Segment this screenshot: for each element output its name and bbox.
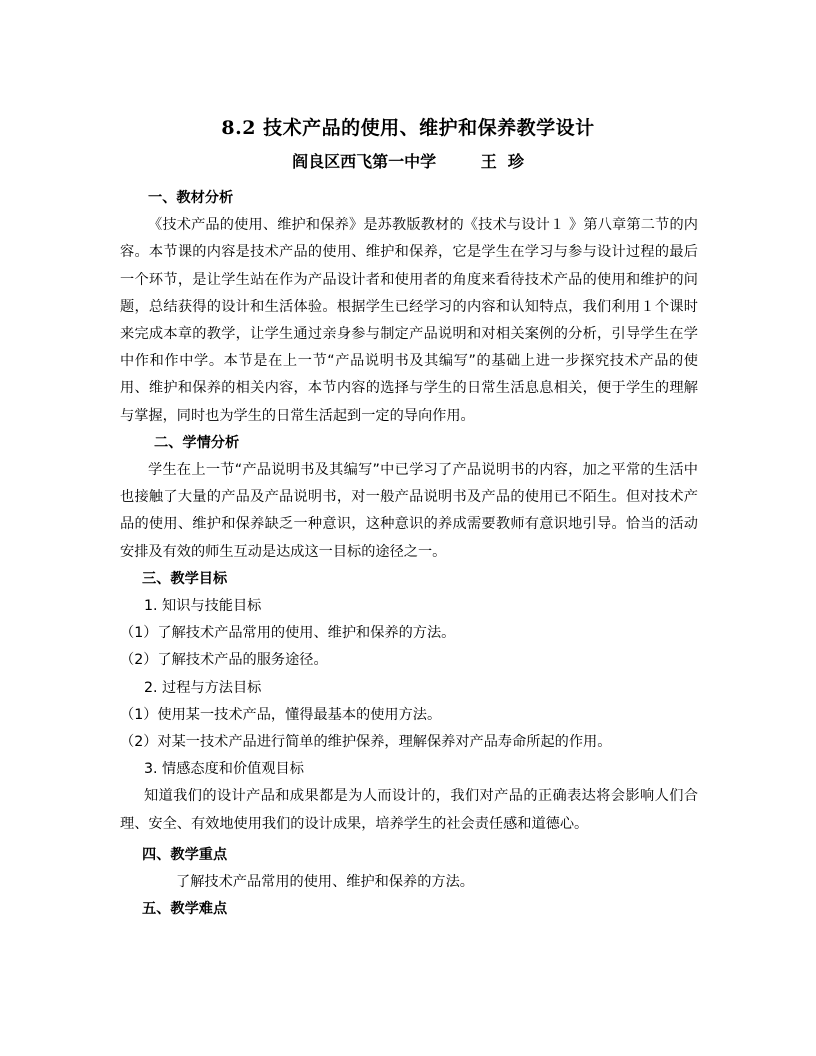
section-heading-difficulties: 五、教学难点 <box>142 901 228 918</box>
document-title: 8.2 技术产品的使用、维护和保养教学设计 <box>221 117 595 139</box>
section-heading-textbook: 一、教材分析 <box>148 190 234 206</box>
objective-item: （2）了解技术产品的服务途径。 <box>120 652 328 669</box>
objective-process: 2. 过程与方法目标 <box>144 679 262 696</box>
paragraph-emotion-objective: 知道我们的设计产品和成果都是为人而设计的，我们对产品的正确表达将会影响人们合理、安全、有效地使用我们的设计成果，培养学生的社会责任感和道德心。 <box>120 788 698 832</box>
objective-emotion: 3. 情感态度和价值观目标 <box>144 761 304 778</box>
paragraph-textbook-analysis: 《技术产品的使用、维护和保养》是苏教版教材的《技术与设计１ 》第八章第二节的内容。本节课的内容是技术产品的使用、维护和保养，它是学生在学习与参与设计过程的最后一个环节，是让学生站在作为产品设计者和使用者的角度来看待技术产品的使用和维护的问题，总结获得的设计和生活体验。根据学生已经学习的内容和认知特点，我们利用１个课时来完成本章的教学，让学生通过亲身参与制定产品说明和对相关案例的分析，引导学生在学中作和作中学。本节是在上一节“产品说明书及其编写”的基础上进一步探究技术产品的使用、维护和保养的相关内容，本节内容的选择与学生的日常生活息息相关，便于学生的理解与掌握，同时也为学生的日常生活起到一定的导向作用。 <box>120 217 698 424</box>
objective-knowledge: 1. 知识与技能目标 <box>144 598 262 615</box>
section-heading-students: 二、学情分析 <box>154 434 240 451</box>
objective-item: （2）对某一技术产品进行简单的维护保养，理解保养对产品寿命所起的作用。 <box>120 734 612 751</box>
document-body <box>120 185 698 923</box>
objective-item: （1）了解技术产品常用的使用、维护和保养的方法。 <box>120 625 456 642</box>
paragraph-student-analysis: 学生在上一节“产品说明书及其编写”中已学习了产品说明书的内容，加之平常的生活中也接触了大量的产品及产品说明书，对一般产品说明书及产品的使用已不陌生。但对技术产品的使用、维护和保养缺乏一种意识，这种意识的养成需要教师有意识地引导。恰当的活动安排及有效的师生互动是达成这一目标的途径之一。 <box>120 462 698 560</box>
key-point-text: 了解技术产品常用的使用、维护和保养的方法。 <box>176 874 474 891</box>
section-heading-objectives: 三、教学目标 <box>142 570 228 587</box>
objective-item: （1）使用某一技术产品，懂得最基本的使用方法。 <box>120 706 442 723</box>
author-line: 阎良区西飞第一中学 王 珍 <box>292 152 524 171</box>
section-heading-key-points: 四、教学重点 <box>142 846 228 863</box>
